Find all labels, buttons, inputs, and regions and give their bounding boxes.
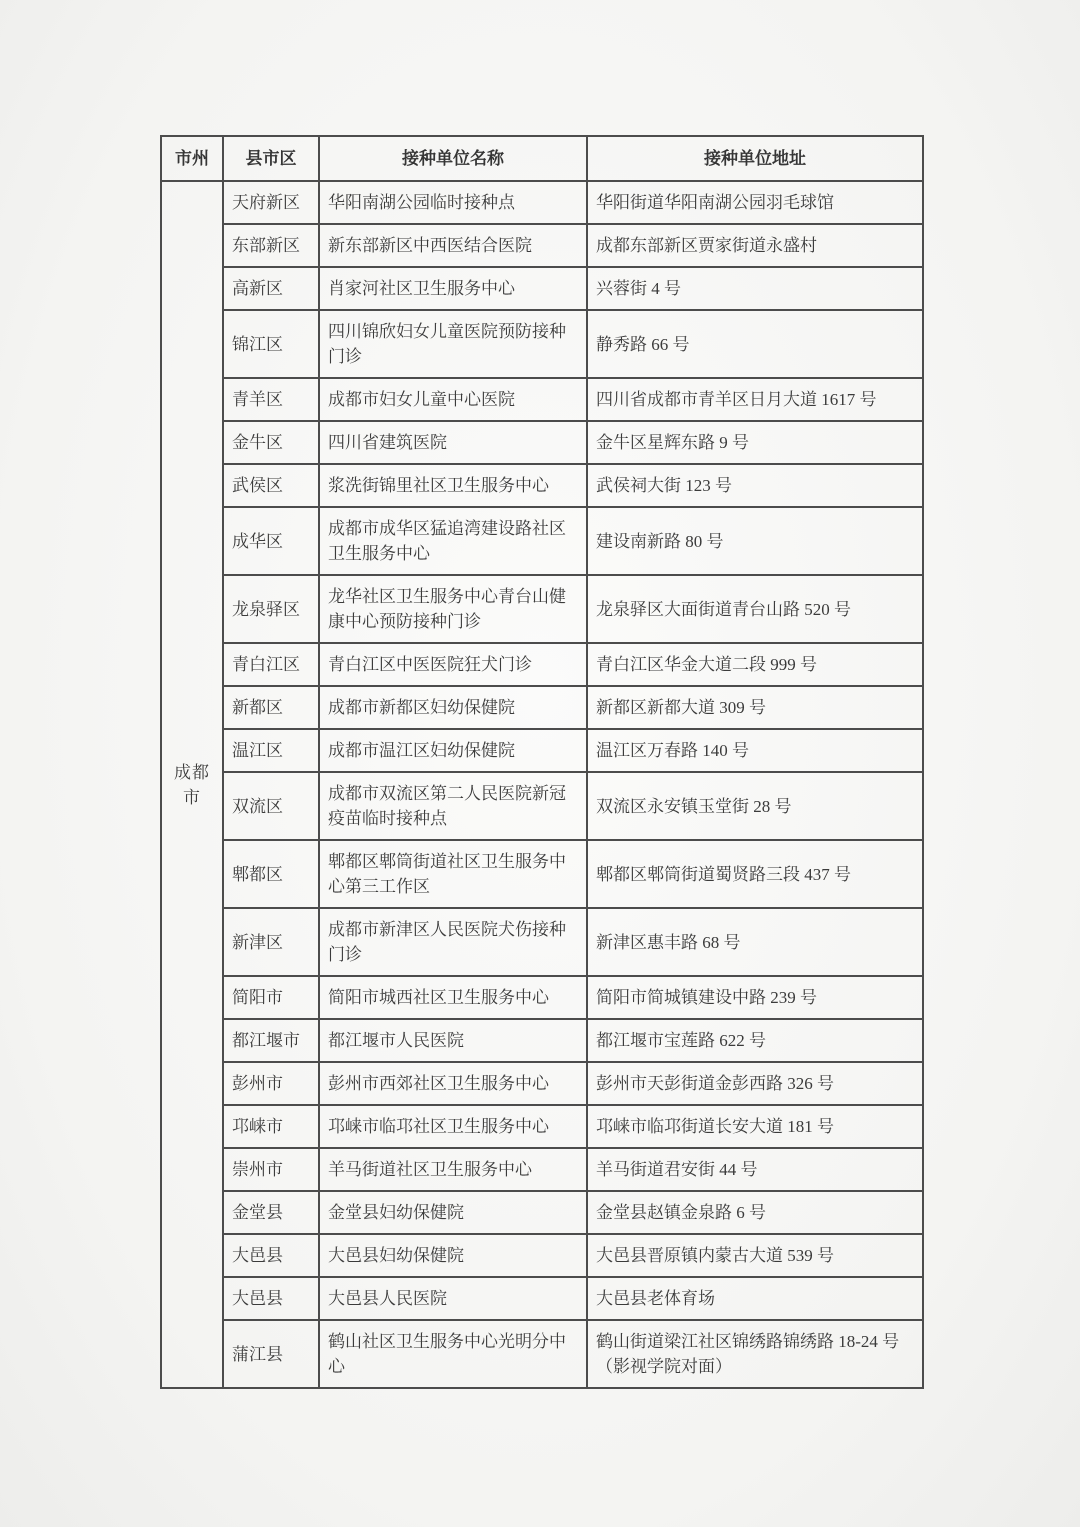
site-name-cell: 青白江区中医医院狂犬门诊	[319, 643, 587, 686]
site-address-cell: 简阳市简城镇建设中路 239 号	[587, 976, 923, 1019]
vaccination-sites-table	[160, 135, 924, 1389]
table-row	[161, 729, 923, 772]
site-address-cell: 静秀路 66 号	[587, 310, 923, 378]
table-row	[161, 1191, 923, 1234]
site-name-cell: 简阳市城西社区卫生服务中心	[319, 976, 587, 1019]
district-cell: 东部新区	[223, 224, 319, 267]
site-address-cell: 郫都区郫筒街道蜀贤路三段 437 号	[587, 840, 923, 908]
site-address-cell: 龙泉驿区大面街道青台山路 520 号	[587, 575, 923, 643]
table-row	[161, 181, 923, 224]
header-site-name: 接种单位名称	[319, 136, 587, 181]
table-row	[161, 575, 923, 643]
site-name-cell: 大邑县妇幼保健院	[319, 1234, 587, 1277]
district-cell: 大邑县	[223, 1277, 319, 1320]
site-address-cell: 兴蓉街 4 号	[587, 267, 923, 310]
header-city: 市州	[161, 136, 223, 181]
site-address-cell: 鹤山街道梁江社区锦绣路锦绣路 18-24 号（影视学院对面）	[587, 1320, 923, 1388]
district-cell: 天府新区	[223, 181, 319, 224]
site-name-cell: 华阳南湖公园临时接种点	[319, 181, 587, 224]
district-cell: 龙泉驿区	[223, 575, 319, 643]
site-name-cell: 邛崃市临邛社区卫生服务中心	[319, 1105, 587, 1148]
site-name-cell: 都江堰市人民医院	[319, 1019, 587, 1062]
site-address-cell: 彭州市天彭街道金彭西路 326 号	[587, 1062, 923, 1105]
district-cell: 都江堰市	[223, 1019, 319, 1062]
site-name-cell: 郫都区郫筒街道社区卫生服务中心第三工作区	[319, 840, 587, 908]
site-name-cell: 成都市新都区妇幼保健院	[319, 686, 587, 729]
table-row	[161, 1320, 923, 1388]
table-row	[161, 421, 923, 464]
table-row	[161, 224, 923, 267]
table-row	[161, 772, 923, 840]
district-cell: 新津区	[223, 908, 319, 976]
site-name-cell: 成都市新津区人民医院犬伤接种门诊	[319, 908, 587, 976]
district-cell: 金牛区	[223, 421, 319, 464]
district-cell: 青羊区	[223, 378, 319, 421]
table-row	[161, 267, 923, 310]
table-row	[161, 1148, 923, 1191]
table-row	[161, 310, 923, 378]
district-cell: 简阳市	[223, 976, 319, 1019]
site-address-cell: 金堂县赵镇金泉路 6 号	[587, 1191, 923, 1234]
district-cell: 郫都区	[223, 840, 319, 908]
table-row	[161, 976, 923, 1019]
table-row	[161, 686, 923, 729]
site-name-cell: 彭州市西郊社区卫生服务中心	[319, 1062, 587, 1105]
site-name-cell: 成都市妇女儿童中心医院	[319, 378, 587, 421]
header-site-address: 接种单位地址	[587, 136, 923, 181]
site-address-cell: 邛崃市临邛街道长安大道 181 号	[587, 1105, 923, 1148]
district-cell: 邛崃市	[223, 1105, 319, 1148]
site-address-cell: 武侯祠大街 123 号	[587, 464, 923, 507]
table-row	[161, 1277, 923, 1320]
table-row	[161, 908, 923, 976]
site-name-cell: 鹤山社区卫生服务中心光明分中心	[319, 1320, 587, 1388]
site-address-cell: 温江区万春路 140 号	[587, 729, 923, 772]
district-cell: 武侯区	[223, 464, 319, 507]
site-address-cell: 华阳街道华阳南湖公园羽毛球馆	[587, 181, 923, 224]
site-address-cell: 双流区永安镇玉堂街 28 号	[587, 772, 923, 840]
table-row	[161, 1105, 923, 1148]
site-address-cell: 四川省成都市青羊区日月大道 1617 号	[587, 378, 923, 421]
site-name-cell: 新东部新区中西医结合医院	[319, 224, 587, 267]
site-name-cell: 四川省建筑医院	[319, 421, 587, 464]
header-district: 县市区	[223, 136, 319, 181]
city-cell: 成都市	[161, 181, 223, 1388]
site-address-cell: 羊马街道君安街 44 号	[587, 1148, 923, 1191]
site-address-cell: 建设南新路 80 号	[587, 507, 923, 575]
site-name-cell: 金堂县妇幼保健院	[319, 1191, 587, 1234]
district-cell: 温江区	[223, 729, 319, 772]
table-row	[161, 1234, 923, 1277]
site-address-cell: 金牛区星辉东路 9 号	[587, 421, 923, 464]
site-address-cell: 成都东部新区贾家街道永盛村	[587, 224, 923, 267]
district-cell: 高新区	[223, 267, 319, 310]
vaccination-sites-table-wrap	[160, 135, 922, 1389]
table-row	[161, 1062, 923, 1105]
district-cell: 成华区	[223, 507, 319, 575]
district-cell: 金堂县	[223, 1191, 319, 1234]
site-name-cell: 四川锦欣妇女儿童医院预防接种门诊	[319, 310, 587, 378]
site-address-cell: 新津区惠丰路 68 号	[587, 908, 923, 976]
site-name-cell: 龙华社区卫生服务中心青台山健康中心预防接种门诊	[319, 575, 587, 643]
site-address-cell: 青白江区华金大道二段 999 号	[587, 643, 923, 686]
table-row	[161, 464, 923, 507]
district-cell: 新都区	[223, 686, 319, 729]
site-address-cell: 新都区新都大道 309 号	[587, 686, 923, 729]
district-cell: 大邑县	[223, 1234, 319, 1277]
district-cell: 彭州市	[223, 1062, 319, 1105]
district-cell: 双流区	[223, 772, 319, 840]
district-cell: 崇州市	[223, 1148, 319, 1191]
district-cell: 青白江区	[223, 643, 319, 686]
table-row	[161, 643, 923, 686]
table-row	[161, 507, 923, 575]
table-row	[161, 378, 923, 421]
site-name-cell: 成都市成华区猛追湾建设路社区卫生服务中心	[319, 507, 587, 575]
district-cell: 锦江区	[223, 310, 319, 378]
site-name-cell: 浆洗街锦里社区卫生服务中心	[319, 464, 587, 507]
site-name-cell: 肖家河社区卫生服务中心	[319, 267, 587, 310]
site-name-cell: 成都市温江区妇幼保健院	[319, 729, 587, 772]
header-row	[161, 136, 923, 181]
district-cell: 蒲江县	[223, 1320, 319, 1388]
site-name-cell: 成都市双流区第二人民医院新冠疫苗临时接种点	[319, 772, 587, 840]
site-address-cell: 大邑县晋原镇内蒙古大道 539 号	[587, 1234, 923, 1277]
table-row	[161, 840, 923, 908]
site-name-cell: 大邑县人民医院	[319, 1277, 587, 1320]
site-name-cell: 羊马街道社区卫生服务中心	[319, 1148, 587, 1191]
site-address-cell: 大邑县老体育场	[587, 1277, 923, 1320]
site-address-cell: 都江堰市宝莲路 622 号	[587, 1019, 923, 1062]
table-row	[161, 1019, 923, 1062]
